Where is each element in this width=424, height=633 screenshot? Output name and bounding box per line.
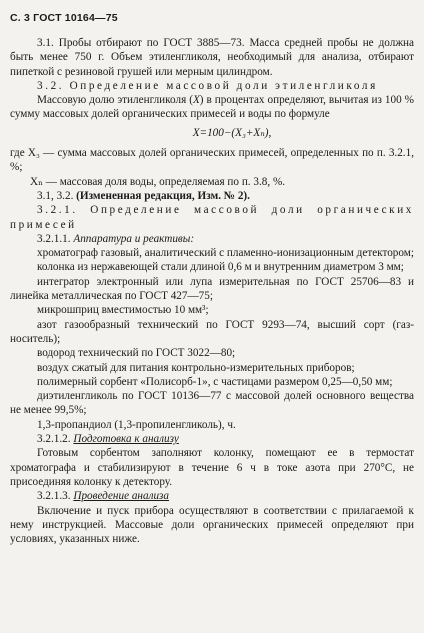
section-3-2-1-3-number: 3.2.1.3.: [37, 490, 74, 503]
list-item: микрошприц вместимостью 10 мм³;: [37, 304, 209, 317]
document-body: [10, 36, 414, 546]
section-3-2-1-title: 3.2.1. Определение массовой доли органических примесей: [10, 204, 414, 231]
section-3-2-1-1-number: 3.2.1.1.: [37, 232, 74, 245]
list-item: водород технический по ГОСТ 3022—80;: [37, 347, 236, 360]
list-item: диэтиленгликоль по ГОСТ 10136—77 с массовой долей основного вещества не менее 99,5%;: [10, 390, 414, 417]
paragraph-3-1: 3.1. Пробы отбирают по ГОСТ 3885—73. Масса средней пробы не должна быть менее 750 г. Объем этиленгликоля, необходимый для анализа, отбирают пипеткой с резиновой грушей или мерным цилиндром.: [10, 37, 414, 78]
list-item: колонка из нержавеющей стали длиной 0,6 м и внутренним диаметром 3 мм;: [37, 261, 404, 274]
section-3-2-1-2-number: 3.2.1.2.: [37, 433, 74, 446]
section-3-2-1-1-title: Аппаратура и реактивы:: [73, 232, 195, 245]
section-3-2-1-2-title: Подготовка к анализу: [73, 433, 179, 446]
list-item: воздух сжатый для питания контрольно-измерительных приборов;: [37, 361, 355, 374]
list-item: хроматограф газовый, аналитический с пламенно-ионизационным детектором;: [37, 247, 414, 260]
change-note-prefix: 3.1, 3.2.: [37, 189, 77, 202]
change-note-text: (Измененная редакция, Изм. № 2).: [76, 189, 250, 202]
paragraph-3-2-text-b: ) в процентах определяют, вычитая из 100 % сумму массовых долей органических примесей и воды по формуле: [10, 94, 414, 121]
list-item: азот газообразный технический по ГОСТ 9293—74, высший сорт (газ-носитель);: [10, 318, 414, 345]
list-item: полимерный сорбент «Полисорб-1», с частицами размером 0,25—0,50 мм;: [37, 375, 393, 388]
section-3-2-1-3-title: Проведение анализа: [73, 490, 170, 503]
paragraph-3-2-1-2: Готовым сорбентом заполняют колонку, помещают ее в термостат хроматографа и стабилизируют в течение 6 ч в токе азота при 270°С, не присоединяя колонку к детектору.: [10, 447, 414, 488]
section-3-2-1-1-heading: [10, 232, 414, 246]
formula-where-2: Xₙ — массовая доля воды, определяемая по п. 3.8, %.: [30, 175, 286, 188]
formula: X=100−(X₃+Xₙ),: [192, 126, 272, 139]
list-item: интегратор электронный или лупа измерительная по ГОСТ 25706—83 и линейка металлическая по ГОСТ 427—75;: [10, 275, 414, 303]
list-item: 1,3-пропандиол (1,3-пропиленгликоль), ч.: [37, 418, 236, 431]
section-3-2-title: 3.2. Определение массовой доли этиленгликоля: [37, 79, 378, 92]
section-3-2-1-3-heading: [10, 489, 414, 503]
change-note: [10, 189, 414, 203]
paragraph-3-2: [10, 93, 414, 122]
page-header: С. 3 ГОСТ 10164—75: [10, 12, 118, 24]
formula-where-1: где X₃ — сумма массовых долей органических примесей, определенных по п. 3.2.1, %;: [10, 147, 414, 174]
section-3-2-1-2-heading: [10, 432, 414, 446]
variable-x: X: [192, 94, 200, 107]
paragraph-3-2-1-3: Включение и пуск прибора осуществляют в соответствии с прилагаемой к нему инструкцией. Массовые доли органических примесей определяют при условиях, указанных ниже.: [10, 504, 414, 546]
paragraph-3-2-text-a: Массовую долю этиленгликоля (: [37, 94, 193, 107]
